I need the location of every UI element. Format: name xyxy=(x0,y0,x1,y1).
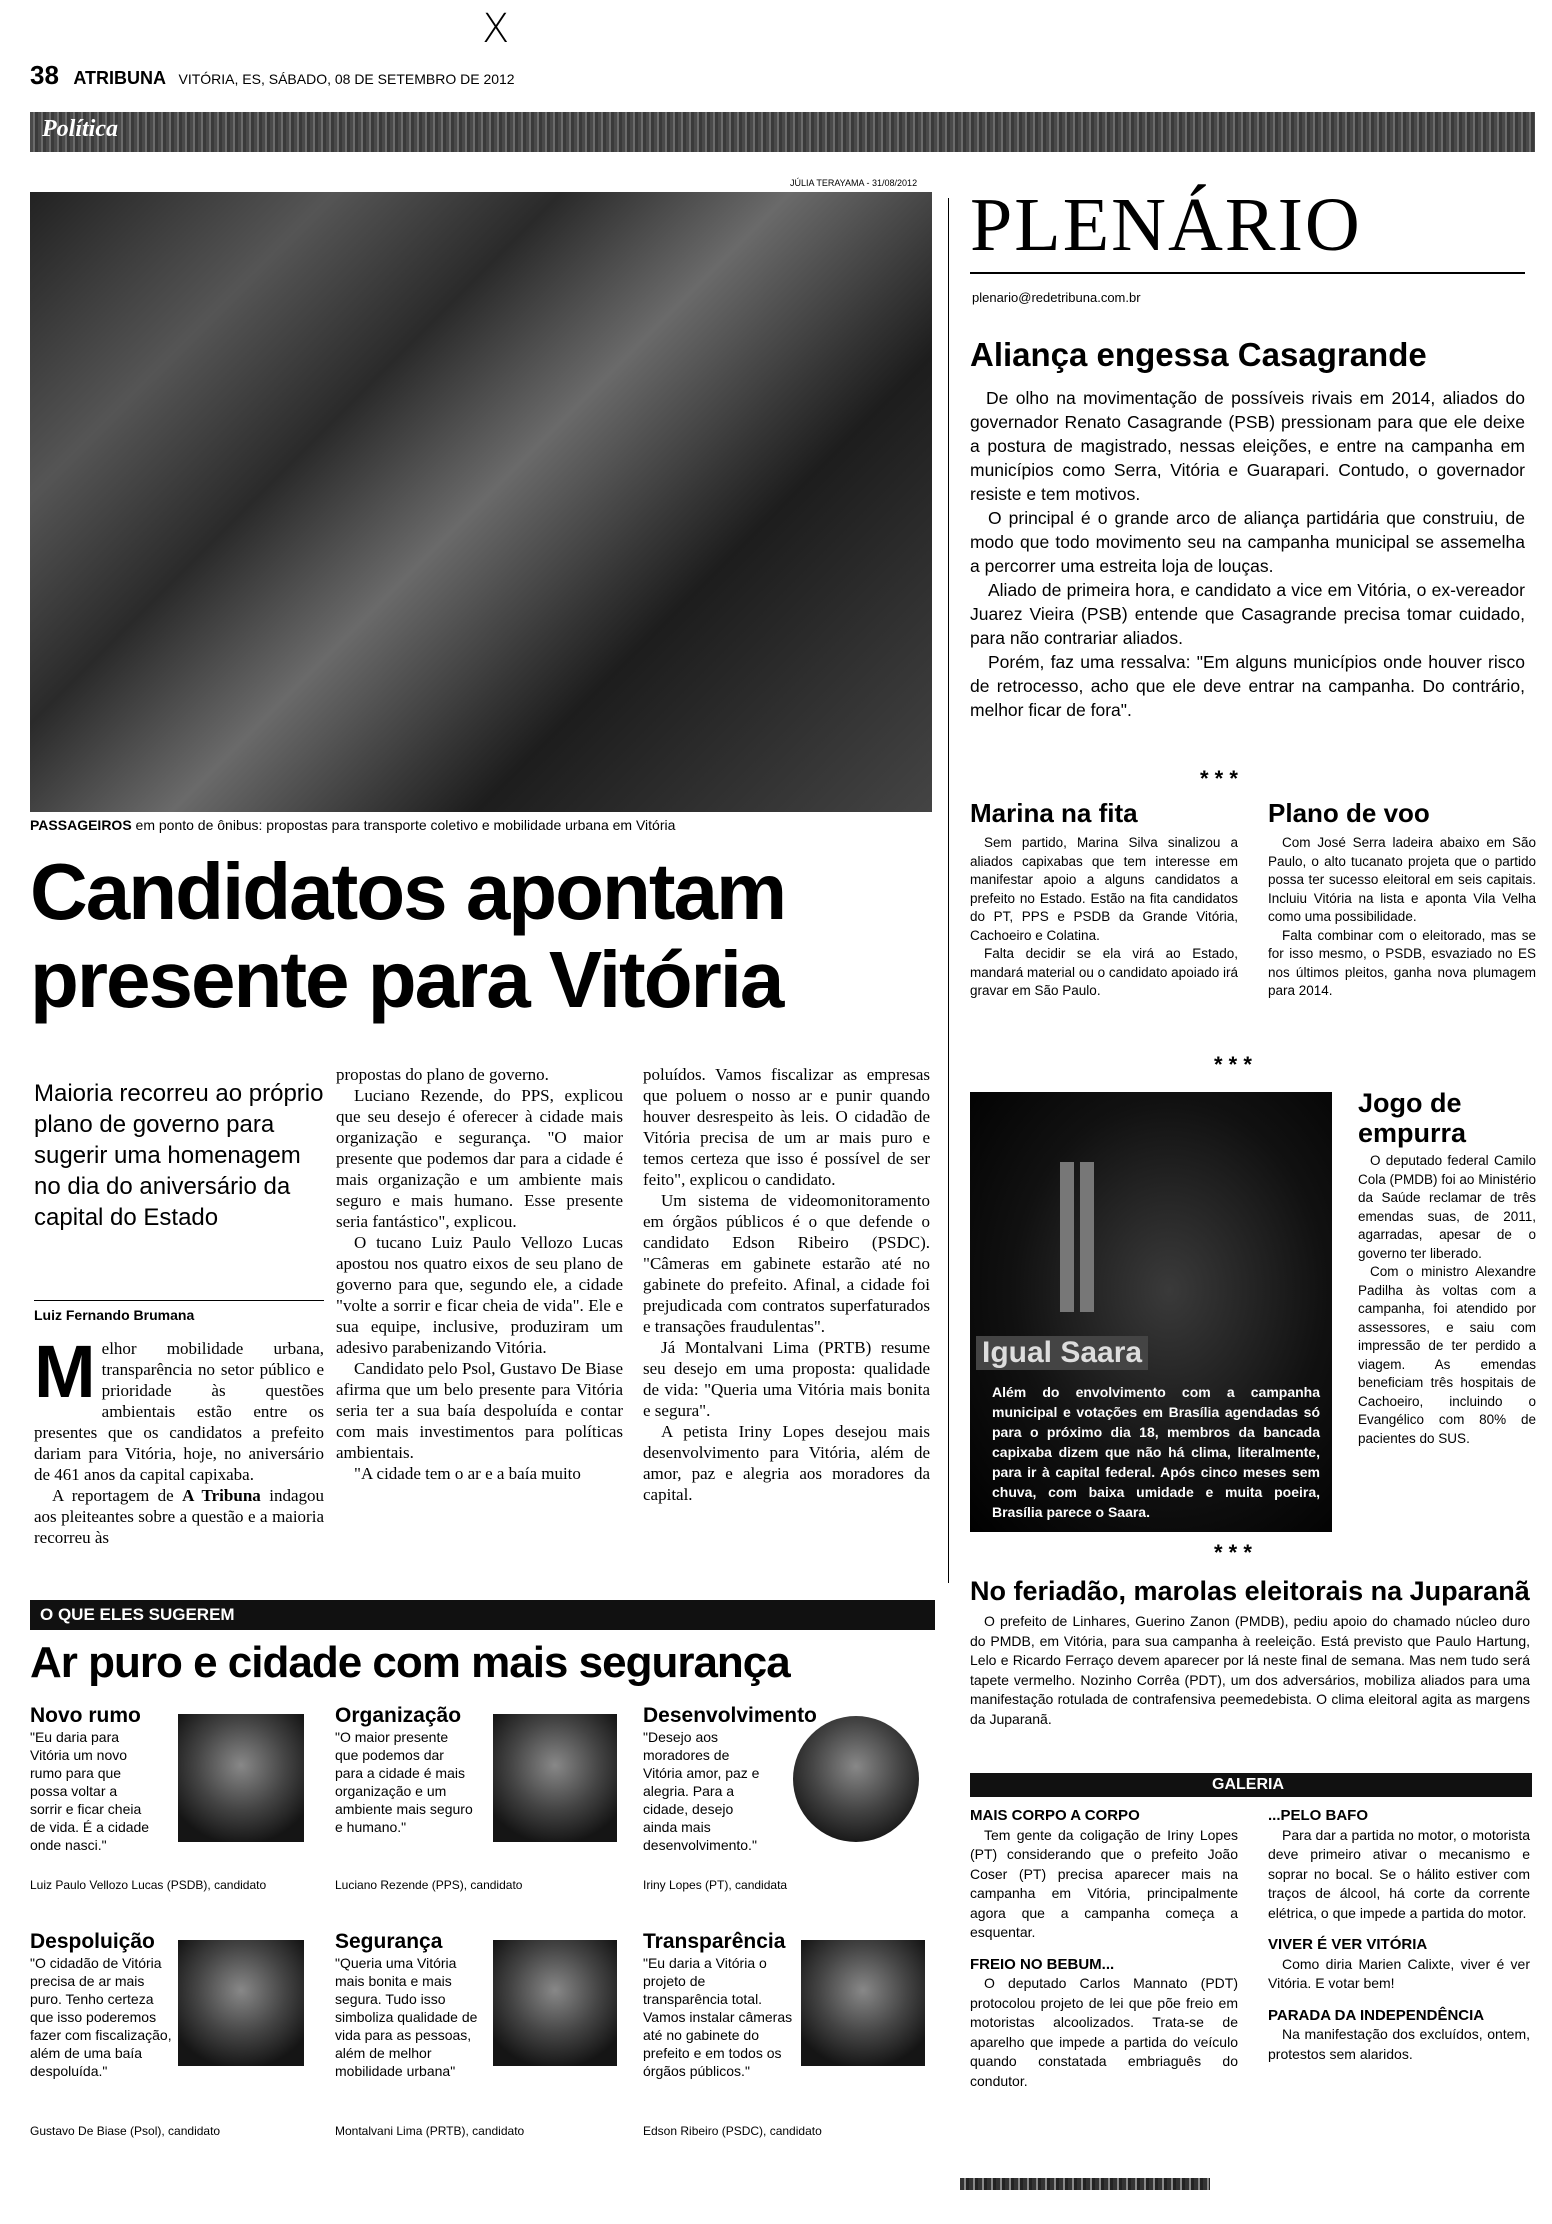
galeria-right-head-1: ...PELO BAFO xyxy=(1268,1807,1369,1824)
col1-p2a: A reportagem de xyxy=(52,1486,183,1505)
galeria-right-head-2: VIVER É VER VITÓRIA xyxy=(1268,1936,1428,1953)
col3-p3: Já Montalvani Lima (PRTB) resume seu desejo em uma proposta: qualidade de vida: "Queria uma Vitória mais bonita e segura". xyxy=(643,1338,930,1420)
suggest-head-6: Transparência xyxy=(643,1930,786,1953)
feriadao-body: O prefeito de Linhares, Guerino Zanon (PMDB), pediu apoio do chamado núcleo duro do PMDB, em Vitória, para sua campanha à reeleição. Está previsto que Paulo Hartung, Lelo e Ricardo Ferraço devem aparecer por lá neste final de semana. Mas nem tudo será tapete vermelho. Nozinho Corrêa (PDT), um dos adversários, mobiliza aliados para uma manifestação rotulada de contrafensiva peemedebista. O clima eleitoral agita as margens da Juparanã. xyxy=(970,1613,1530,1727)
suggest-head-1: Novo rumo xyxy=(30,1704,141,1727)
suggest-item-5 xyxy=(335,1930,625,2140)
plenario-lead-p3: Aliado de primeira hora, e candidato a vice em Vitória, o ex-vereador Juarez Vieira (PSB) entende que Casagrande precisa tomar cuidado, para não contrariar aliados. xyxy=(970,580,1525,648)
col1-p2b: A Tribuna xyxy=(182,1486,261,1505)
photo-credit: JÚLIA TERAYAMA - 31/08/2012 xyxy=(790,178,918,188)
col2-p5: "A cidade tem o ar e a baía muito xyxy=(354,1464,581,1483)
voo-p1: Com José Serra ladeira abaixo em São Paulo, o alto tucanato projeta que o partido possa ter sucesso eleitoral em seis capitais. Incluiu Vitória na lista e aponta Vila Velha como uma possibilidade. xyxy=(1268,835,1536,924)
galeria-bar-label: GALERIA xyxy=(1212,1776,1284,1793)
candidate-photo-6 xyxy=(801,1940,925,2066)
dropcap: M xyxy=(34,1330,96,1413)
col2-p1: propostas do plano de governo. xyxy=(336,1065,549,1084)
congress-tower-left xyxy=(1060,1162,1074,1312)
candidate-photo-3 xyxy=(793,1716,919,1842)
plenario-lead-head: Aliança engessa Casagrande xyxy=(970,336,1427,373)
suggest-head-4: Despoluição xyxy=(30,1930,155,1953)
candidate-photo-5 xyxy=(493,1940,617,2066)
suggest-quote-6: "Eu daria a Vitória o projeto de transparência total. Vamos instalar câmeras até no gabinete do prefeito e em todos os órgãos públicos." xyxy=(643,1955,793,2079)
saara-photo xyxy=(970,1092,1332,1532)
marina-p2: Falta decidir se ela virá ao Estado, mandará material ou o candidato apoiado irá gravar em São Paulo. xyxy=(970,946,1238,998)
suggest-author-3: Iriny Lopes (PT), candidata xyxy=(643,1878,788,1892)
galeria-left-col xyxy=(970,1806,1238,2091)
col2-p2: Luciano Rezende, do PPS, explicou que seu desejo é oferecer à cidade mais organização e segurança. "O maior presente que podemos dar para a cidade é mais organização e um ambiente mais seguro e mais humano. Esse presente seria fantástico", explicou. xyxy=(336,1086,623,1231)
galeria-left-head-1: MAIS CORPO A CORPO xyxy=(970,1807,1140,1824)
galeria-right-col xyxy=(1268,1806,1530,2064)
jogo-p1: O deputado federal Camilo Cola (PMDB) foi ao Ministério da Saúde reclamar de três emendas suas, de 2011, agarradas, apesar de o governo ter liberado. xyxy=(1358,1153,1536,1261)
footer-strip xyxy=(960,2178,1210,2190)
suggest-head-3: Desenvolvimento xyxy=(643,1704,817,1727)
plenario-lead-body xyxy=(970,386,1525,722)
suggest-quote-5: "Queria uma Vitória mais bonita e mais segura. Tudo isso simboliza qualidade de vida para as pessoas, além de melhor mobilidade urbana" xyxy=(335,1955,478,2079)
byline: Luiz Fernando Brumana xyxy=(34,1300,324,1323)
jogo-p2: Com o ministro Alexandre Padilha às voltas com a campanha, foi atendido por assessores, e saiu com impressão de ter perdido a viagem. As emendas beneficiam três hospitais de Cachoeiro, incluindo o Evangélico com 80% de pacientes do SUS. xyxy=(1358,1264,1536,1446)
suggest-author-2: Luciano Rezende (PPS), candidato xyxy=(335,1878,523,1892)
congress-tower-right xyxy=(1080,1162,1094,1312)
voo-p2: Falta combinar com o eleitorado, mas se for isso mesmo, o PSDB, esvaziado no ES nos últimos pleitos, ganha nova plumagem para 2014. xyxy=(1268,927,1536,998)
article-col-3 xyxy=(643,1064,930,1505)
masthead: ATRIBUNA xyxy=(73,68,167,88)
article-col-2 xyxy=(336,1064,623,1484)
marina-p1: Sem partido, Marina Silva sinalizou a aliados capixabas que tem interesse em manifestar apoio a alguns candidatos a prefeito no Estado. Estão na fita candidatos do PT, PPS e PSDB da Grande Vitória, Cachoeiro e Colatina. xyxy=(970,835,1238,943)
photo-caption xyxy=(30,817,932,833)
galeria-left-text-2: O deputado Carlos Mannato (PDT) protocolou projeto de lei que põe freio em motoristas alcoolizados. Trata-se de aparelho que impede a partida do veículo quando constatada embriaguês do condutor. xyxy=(970,1975,1238,2089)
plenario-email: plenario@redetribuna.com.br xyxy=(972,290,1141,305)
galeria-right-text-1: Para dar a partida no motor, o motorista deve primeiro ativar o mecanismo e soprar no bocal. Se o hálito estiver com traços de álcool, há corte da corrente elétrica, o que impede a partida do motor. xyxy=(1268,1826,1530,1921)
suggest-item-1 xyxy=(30,1704,320,1892)
col1-p1: elhor mobilidade urbana, transparência no setor público e prioridade às questões ambientais estão entre os presentes que os candidatos a prefeito dariam para Vitória, hoje, no aniversário de 461 anos da capital capixaba. xyxy=(34,1339,324,1484)
galeria-bar xyxy=(970,1773,1532,1797)
col1-p2c: indagou aos pleiteantes sobre a questão e a maioria recorreu às xyxy=(34,1486,324,1547)
suggest-bar-label: O QUE ELES SUGEREM xyxy=(40,1605,235,1624)
suggest-bar xyxy=(30,1600,935,1630)
plenario-title: PLENÁRIO xyxy=(970,183,1362,267)
voo-head: Plano de voo xyxy=(1268,798,1430,828)
headline-line-1: Candidatos apontam xyxy=(30,847,786,936)
candidate-photo-1 xyxy=(178,1714,304,1842)
suggest-item-6 xyxy=(643,1930,933,2140)
galeria-right-head-3: PARADA DA INDEPENDÊNCIA xyxy=(1268,2006,1485,2024)
column-divider xyxy=(948,198,949,1583)
plenario-title-rule xyxy=(970,272,1525,274)
col3-p1: poluídos. Vamos fiscalizar as empresas que poluem o nosso ar e punir quando houver desrespeito às leis. O cidadão de Vitória precisa de um ar mais puro e temos certeza que isso é possível de ser feito", explicou o candidato. xyxy=(643,1065,930,1189)
jogo-head: Jogo de empurra xyxy=(1358,1088,1467,1148)
plenario-lead-p4: Porém, faz uma ressalva: "Em alguns municípios onde houver risco de retrocesso, acho que ele deve entrar na campanha. Do contrário, melhor ficar de fora". xyxy=(970,652,1525,720)
article-col-1 xyxy=(34,1330,324,1548)
suggest-author-6: Edson Ribeiro (PSDC), candidato xyxy=(643,2124,822,2138)
headline xyxy=(30,848,935,1024)
galeria-right-text-2: Como diria Marien Calixte, viver é ver Vitória. E votar bem! xyxy=(1268,1955,1530,1991)
jogo-body xyxy=(1358,1152,1536,1448)
suggest-quote-3: "Desejo aos moradores de Vitória amor, paz e alegria. Para a cidade, desejo ainda mais desenvolvimento." xyxy=(643,1729,760,1853)
suggest-author-5: Montalvani Lima (PRTB), candidato xyxy=(335,2124,525,2138)
separator-stars-3: * * * xyxy=(1214,1540,1252,1565)
galeria-left-text-1: Tem gente da coligação de Iriny Lopes (PT) considerando que o prefeito João Coser (PT) precisa aparecer mais na campanha em Vitória, principalmente agora que a campanha começa a esquentar. xyxy=(970,1826,1238,1940)
section-title: Política xyxy=(42,116,118,142)
separator-stars-2: * * * xyxy=(1214,1052,1252,1077)
candidate-photo-4 xyxy=(178,1940,304,2066)
voo-body xyxy=(1268,834,1536,1001)
suggest-author-1: Luiz Paulo Vellozo Lucas (PSDB), candidato xyxy=(30,1878,267,1892)
deck: Maioria recorreu ao próprio plano de governo para sugerir uma homenagem no dia do aniversário da capital do Estado xyxy=(34,1080,324,1231)
suggest-item-2 xyxy=(335,1704,625,1892)
separator-stars-1: * * * xyxy=(1200,766,1238,791)
headline-line-2: presente para Vitória xyxy=(30,935,783,1024)
suggest-quote-2: "O maior presente que podemos dar para a cidade é mais organização e um ambiente mais seguro e humano." xyxy=(335,1729,473,1835)
main-photo xyxy=(30,192,932,812)
galeria-left-head-2: FREIO NO BEBUM... xyxy=(970,1955,1115,1973)
suggest-quote-4: "O cidadão de Vitória precisa de ar mais puro. Tenho certeza que isso poderemos fazer com fiscalização, além de uma baía despoluída." xyxy=(30,1955,172,2079)
marina-head: Marina na fita xyxy=(970,798,1138,828)
suggest-title: Ar puro e cidade com mais segurança xyxy=(30,1638,790,1687)
col2-p4: Candidato pelo Psol, Gustavo De Biase afirma que um belo presente para Vitória seria ter a sua baía despoluída e contar com mais investimentos para políticas ambientais. xyxy=(336,1359,623,1462)
saara-text: Além do envolvimento com a campanha municipal e votações em Brasília agendadas só para o próximo dia 18, membros da bancada capixaba dizem que não há clima, literalmente, para ir à capital federal. Após cinco meses sem chuva, com baixa umidade e muita poeira, Brasília parece o Saara. xyxy=(992,1384,1320,1520)
section-bar xyxy=(30,112,1535,152)
saara-head: Igual Saara xyxy=(976,1336,1148,1370)
photo-caption-lead: PASSAGEIROS xyxy=(30,817,132,833)
page-number: 38 xyxy=(30,60,59,90)
feriadao-head: No feriadão, marolas eleitorais na Juparanã xyxy=(970,1576,1530,1606)
marina-body xyxy=(970,834,1238,1001)
suggest-author-4: Gustavo De Biase (Psol), candidato xyxy=(30,2124,221,2138)
page-header xyxy=(30,60,1530,96)
suggest-quote-1: "Eu daria para Vitória um novo rumo para que possa voltar a sorrir e ficar cheia de vida. É a cidade onde nasci." xyxy=(30,1729,150,1853)
galeria-right-text-3: Na manifestação dos excluídos, ontem, protestos sem alaridos. xyxy=(1268,2026,1530,2062)
col1-p2 xyxy=(34,1485,324,1548)
plenario-lead-p2: O principal é o grande arco de aliança partidária que construiu, de modo que todo movimento seu na campanha municipal se assemelha a percorrer uma estreita loja de louças. xyxy=(970,508,1525,576)
col2-p3: O tucano Luiz Paulo Vellozo Lucas apostou nos quatro eixos de seu plano de governo para que, segundo ele, a cidade "volte a sorrir e ficar cheia de vida". Ele e sua equipe, inclusive, produziram um adesivo parabenizando Vitória. xyxy=(336,1233,623,1357)
plenario-lead-p1: De olho na movimentação de possíveis rivais em 2014, aliados do governador Renato Casagrande (PSB) pressionam para que ele deixe a postura de magistrado, nessas eleições, e entre na campanha em municípios como Serra, Vitória e Guarapari. Contudo, o governador resiste e tem motivos. xyxy=(970,388,1525,504)
suggest-head-5: Segurança xyxy=(335,1930,443,1953)
col3-p4: A petista Iriny Lopes desejou mais desenvolvimento para Vitória, além de amor, paz e alegria aos moradores da capital. xyxy=(643,1422,930,1504)
handwritten-x-mark: X xyxy=(482,6,510,52)
suggest-head-2: Organização xyxy=(335,1704,462,1727)
suggest-item-4 xyxy=(30,1930,320,2140)
photo-caption-text: em ponto de ônibus: propostas para transporte coletivo e mobilidade urbana em Vitória xyxy=(131,817,676,833)
dateline: VITÓRIA, ES, SÁBADO, 08 DE SETEMBRO DE 2012 xyxy=(178,71,515,87)
suggest-item-3 xyxy=(643,1704,933,1892)
col3-p2: Um sistema de videomonitoramento em órgãos públicos é o que defende o candidato Edson Ribeiro (PSDC). "Câmeras em gabinete estarão até no gabinete do prefeito. Afinal, a cidade foi prejudicada com contratos superfaturados e transações fraudulentas". xyxy=(643,1191,930,1336)
candidate-photo-2 xyxy=(493,1714,617,1842)
